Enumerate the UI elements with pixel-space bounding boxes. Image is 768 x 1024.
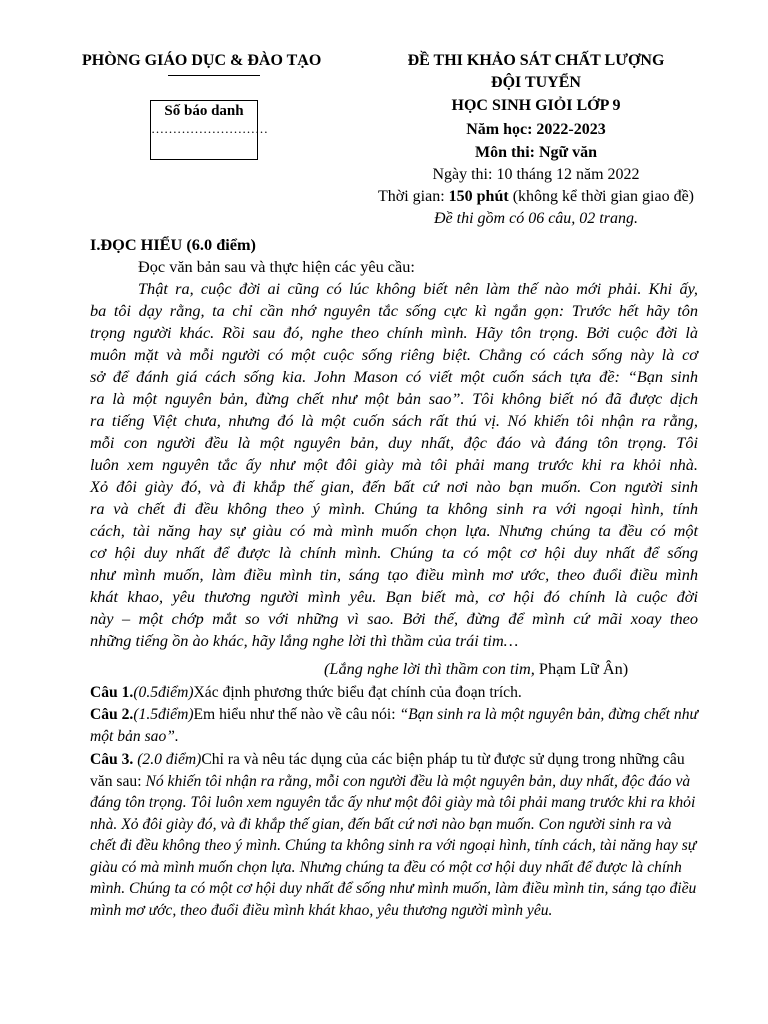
section-heading: I.ĐỌC HIỂU (6.0 điểm) [90, 235, 256, 254]
passage-line: này – một chớp mắt so với những vì sao. Bởi thế, đừng để mình cứ mãi xoay theo [90, 609, 698, 628]
question-3-text: Chỉ ra và nêu tác dụng của các biện pháp tu từ được sử dụng trong những câu văn sau: [90, 751, 685, 790]
question-3-quote: Nó khiến tôi nhận ra rằng, mỗi con người đều là một nguyên bản, duy nhất, độc đáo và đáng tôn trọng. Tôi luôn xem nguyên tắc ấy như một đôi giày mà tôi phải mang trước khi ra khỏi nhà. Xỏ đôi giày đó, và đi khắp thế gian, đến bất cứ nơi nào bạn muốn. Con người sinh ra và chết đi đều không theo ý mình. Chúng ta không sinh ra với ngoại hình, tính cách, tài năng hay sự giàu có mà mình muốn chọn lựa. Nhưng chúng ta đều có một cơ hội duy nhất để được là chính mình. Chúng ta có một cơ hội duy nhất để sống như mình muốn, làm điều mình tin, sáng tạo điều mình mơ ước, theo đuổi điều mình khát khao, yêu thương người mình yêu. [90, 772, 697, 919]
candidate-number-label: Số báo danh [164, 103, 244, 119]
question-2-points: (1.5điểm) [133, 706, 194, 723]
question-3-points: (2.0 điểm) [133, 751, 202, 768]
passage-line: Thật ra, cuộc đời ai cũng có lúc không biết nên làm thế nào mới phải. Khi ấy, [138, 279, 698, 298]
passage-line: ra và chết đi đều không theo ý mình. Chúng ta không sinh ra với ngoại hình, tính [90, 499, 698, 518]
question-2-text: Em hiểu như thế nào về câu nói: [193, 706, 400, 723]
question-2 [90, 704, 698, 747]
candidate-number-box [150, 100, 268, 160]
question-1-text: Xác định phương thức biểu đạt chính của đoạn trích. [193, 684, 522, 701]
passage-line: luôn xem nguyên tắc ấy như một đôi giày mà tôi phải mang trước khi ra khỏi nhà. [90, 455, 698, 474]
passage-line: muôn mặt và mỗi người có một cuộc sống riêng biệt. Chẳng có cách sống này là cơ [90, 345, 698, 364]
exam-title-line1: ĐỀ THI KHẢO SÁT CHẤT LƯỢNG [407, 52, 665, 69]
passage-line: trọng người khác. Rồi sau đó, nghe theo chính mình. Hãy tôn trọng. Bởi cuộc đời là [90, 323, 698, 342]
exam-title-line2: ĐỘI TUYỂN [491, 74, 581, 91]
exam-duration [355, 188, 717, 206]
passage-line: khát khao, yêu thương người mình yêu. Bạn biết mà, cơ hội đó chính là cuộc đời [90, 587, 698, 606]
question-2-quote: “Bạn sinh ra là một nguyên bản, đừng chết như một bản sao”. [90, 706, 698, 745]
passage-line: ra là một nguyên bản, đừng chết như một bản sao”. Tôi không biết nó đã được dịch [90, 389, 698, 408]
department-name: PHÒNG GIÁO DỤC & ĐÀO TẠO [82, 52, 322, 69]
question-3-label: Câu 3. [90, 751, 134, 768]
passage-line: mỗi con người đều là một nguyên bản, duy nhất, độc đáo và đáng tôn trọng. Tôi [90, 433, 698, 452]
duration-value: 150 phút [448, 188, 509, 205]
passage-source [90, 658, 698, 680]
question-1 [90, 682, 698, 704]
pages-note: Đề thi gồm có 06 câu, 02 trang. [434, 210, 638, 227]
passage-line: sở để đánh giá cách sống kia. John Mason có viết một cuốn sách tựa đề: “Bạn sinh [90, 367, 698, 386]
passage-line: cách, tài năng hay sự giàu có mà mình muốn chọn lựa. Nhưng chúng ta đều có một [90, 521, 698, 540]
exam-date: Ngày thi: 10 tháng 12 năm 2022 [432, 166, 640, 183]
question-3 [90, 749, 698, 921]
duration-suffix: (không kể thời gian giao đề) [508, 188, 694, 205]
question-1-points: (0.5điểm) [133, 684, 194, 701]
exam-title-line3: HỌC SINH GIỎI LỚP 9 [451, 97, 621, 114]
candidate-number-blank: ……………………… [151, 121, 268, 136]
question-1-label: Câu 1. [90, 684, 134, 701]
source-author: Phạm Lữ Ân) [534, 659, 629, 678]
passage-lines [90, 278, 698, 652]
section-instruction: Đọc văn bản sau và thực hiện các yêu cầu: [138, 257, 415, 276]
source-title: (Lắng nghe lời thì thầm con tim, [324, 659, 535, 678]
passage-line: Xỏ đôi giày đó, và đi khắp thế gian, đến bất cứ nơi nào bạn muốn. Con người sinh [90, 477, 698, 496]
duration-prefix: Thời gian: [377, 188, 449, 205]
school-year: Năm học: 2022-2023 [466, 121, 606, 138]
question-2-label: Câu 2. [90, 706, 134, 723]
department-underline [168, 75, 260, 76]
passage-line: ba tôi dạy rằng, ta chỉ cần nhớ nguyên tắc sống cực kì ngắn gọn: Trước hết hãy tôn [90, 301, 698, 320]
passage-line: ra tiếng Việt chưa, nhưng đó là một cuốn sách rất thú vị. Nó khiến tôi nhận ra rằng, [90, 411, 698, 430]
passage-line: như mình muốn, làm điều mình tin, sáng tạo điều mình mơ ước, theo đuổi điều mình [90, 565, 698, 584]
passage-line: cơ hội duy nhất để được là chính mình. Chúng ta có một cơ hội duy nhất để sống [90, 543, 698, 562]
reading-passage [90, 278, 698, 652]
passage-line: những tiếng ồn ào khác, hãy lắng nghe lời thì thầm của trái tim… [90, 631, 519, 650]
subject: Môn thi: Ngữ văn [474, 144, 598, 161]
